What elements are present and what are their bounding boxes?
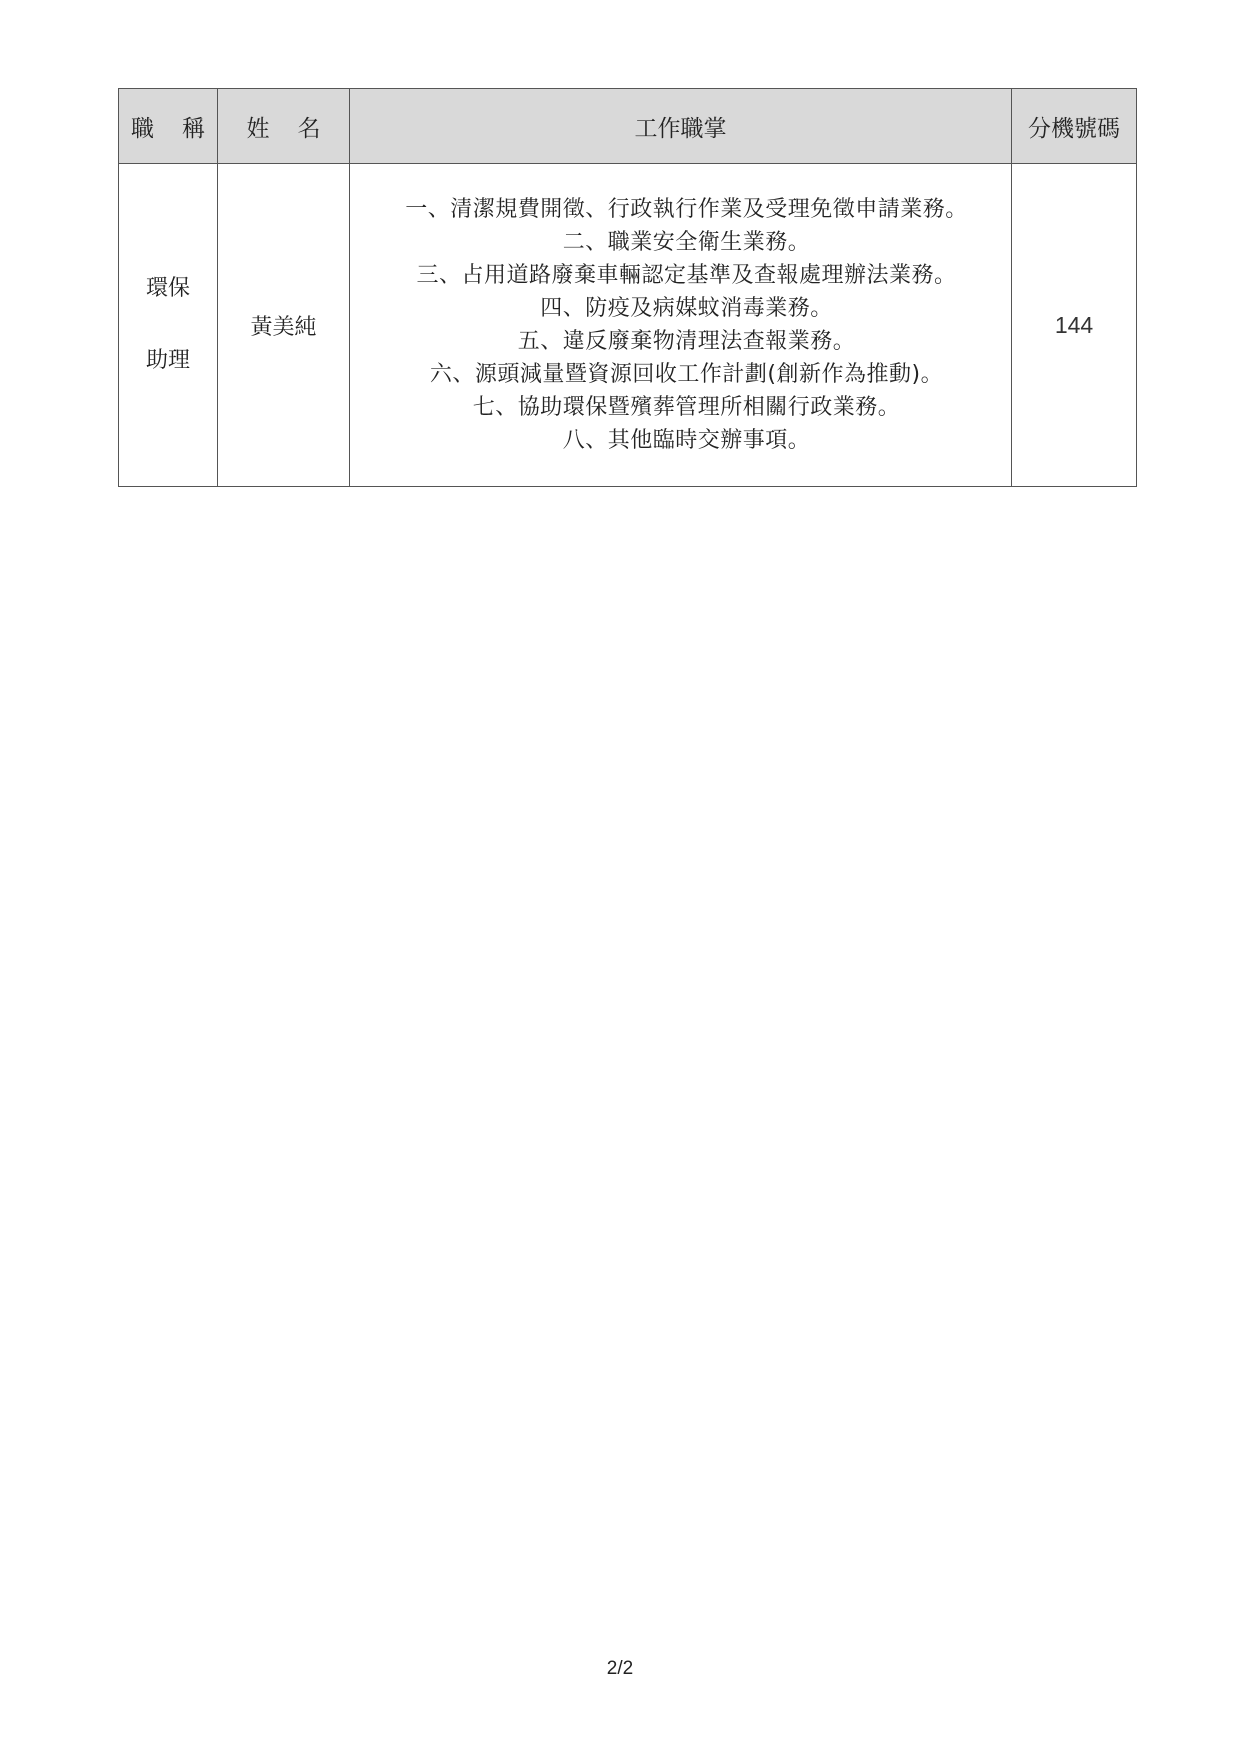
duty-item-6: 六、源頭減量暨資源回收工作計劃(創新作為推動)。: [429, 362, 944, 387]
cell-duties: [350, 164, 1012, 487]
duty-item-2: 二、職業安全衛生業務。: [562, 230, 811, 255]
cell-extension: 144: [1012, 164, 1137, 487]
header-job-title-char-1: 職: [131, 115, 154, 142]
header-extension: 分機號碼: [1012, 89, 1137, 164]
header-job-title-char-2: 稱: [182, 115, 205, 142]
duty-item-3: 三、占用道路廢棄車輛認定基準及查報處理辦法業務。: [416, 263, 957, 288]
job-title-line-2: 助理: [145, 348, 190, 373]
header-name-char-2: 名: [297, 115, 321, 142]
duty-item-8: 八、其他臨時交辦事項。: [562, 428, 811, 453]
cell-job-title: [119, 164, 218, 487]
header-name: [218, 89, 350, 164]
cell-name: 黃美純: [218, 164, 350, 487]
table-row: [119, 164, 1137, 487]
duty-item-7: 七、協助環保暨殯葬管理所相關行政業務。: [472, 395, 901, 420]
duty-item-5: 五、違反廢棄物清理法查報業務。: [517, 329, 856, 354]
duty-item-1: 一、清潔規費開徵、行政執行作業及受理免徵申請業務。: [405, 197, 968, 222]
page-number: 2/2: [606, 1658, 634, 1679]
header-duties: 工作職掌: [350, 89, 1012, 164]
job-title-line-1: 環保: [145, 276, 190, 301]
table-header-row: [119, 89, 1137, 164]
staff-duty-table: [118, 88, 1137, 487]
header-name-char-1: 姓: [246, 115, 270, 142]
duty-item-4: 四、防疫及病媒蚊消毒業務。: [540, 296, 833, 321]
header-job-title: [119, 89, 218, 164]
duty-list: [362, 193, 1011, 457]
